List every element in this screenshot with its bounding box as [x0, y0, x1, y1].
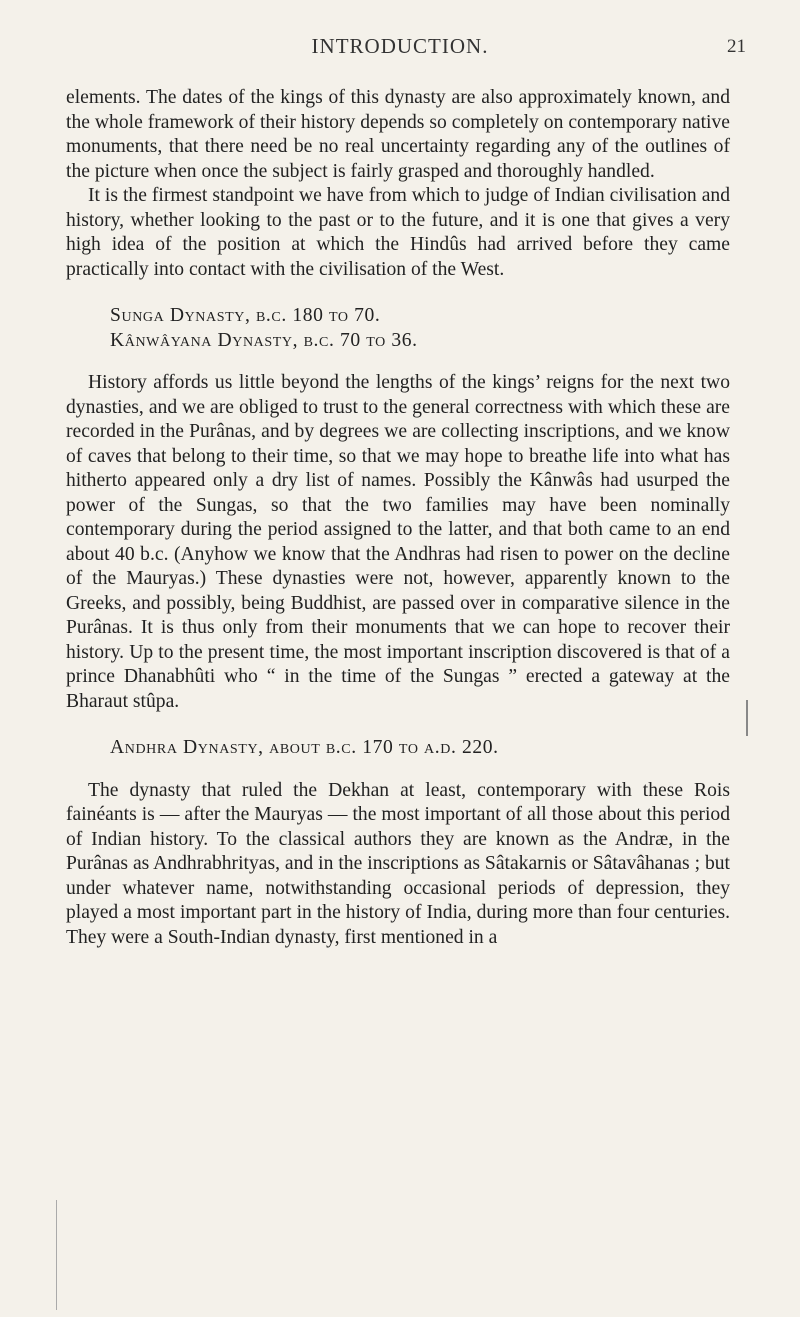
section-heading-sunga: Sunga Dynasty, b.c. 180 to 70.	[110, 305, 381, 326]
paragraph-history-affords: History affords us little beyond the lengths of the kings’ reigns for the next two dynasties, and we are obliged to trust to the general correctness with which these are recorded in the Purânas, and by degrees we are collecting inscriptions, and we know of caves that belong to their time, so that we may hope to breathe life into what has hitherto appeared only a dry list of names. Possibly the Kânwâs had usurped the power of the Sungas, so that the two families may have been nominally contemporary during the period assigned to the latter, and that both came to an end about 40 b.c. (Anyhow we know that the Andhras had risen to power on the decline of the Mauryas.) These dynasties were not, however, apparently known to the Greeks, and possibly, being Buddhist, are passed over in comparative silence in the Purânas. It is thus only from their monuments that we can hope to recover their history. Up to the present time, the most important inscription discovered is that of a prince Dhanabhûti who “ in the time of the Sungas ” erected a gateway at the Bharaut stûpa.	[66, 372, 730, 712]
paragraph-dynasty-ruled-dekhan: The dynasty that ruled the Dekhan at least, contemporary with these Rois fainéants is — after the Mauryas — the most important of all those about this period of Indian history. To the classical authors they are known as the Andræ, in the Purânas as Andhrabhrityas, and in the inscriptions as Sâtakarnis or Sâtavâhanas ; but under whatever name, notwithstanding occasional periods of depression, they played a most important part in the history of India, during more than four centuries. They were a South-Indian dynasty, first mentioned in a	[66, 779, 730, 948]
section-heading-kanwayana: Kânwâyana Dynasty, b.c. 70 to 36.	[110, 329, 418, 351]
margin-mark-line	[56, 1200, 57, 1310]
paragraph-firmest-standpoint: It is the firmest standpoint we have from which to judge of Indian civilisation and history, whether looking to the past or to the future, and it is one that gives a very high idea of the position at which the Hindûs had arrived before they came practically into contact with the civilisation of the West.	[66, 185, 730, 280]
body-text	[66, 86, 730, 950]
running-head: INTRODUCTION.	[311, 34, 489, 58]
page-number: 21	[727, 36, 746, 57]
margin-mark-line	[746, 700, 748, 736]
section-heading-andhra: Andhra Dynasty, about b.c. 170 to a.d. 220.	[110, 737, 499, 758]
paragraph-continued: elements. The dates of the kings of this dynasty are also approximately known, and the whole framework of their history depends so completely on contemporary native monuments, that there need be no real uncertainty regarding any of the outlines of the picture when once the subject is fairly grasped and thoroughly handled.	[66, 87, 730, 182]
